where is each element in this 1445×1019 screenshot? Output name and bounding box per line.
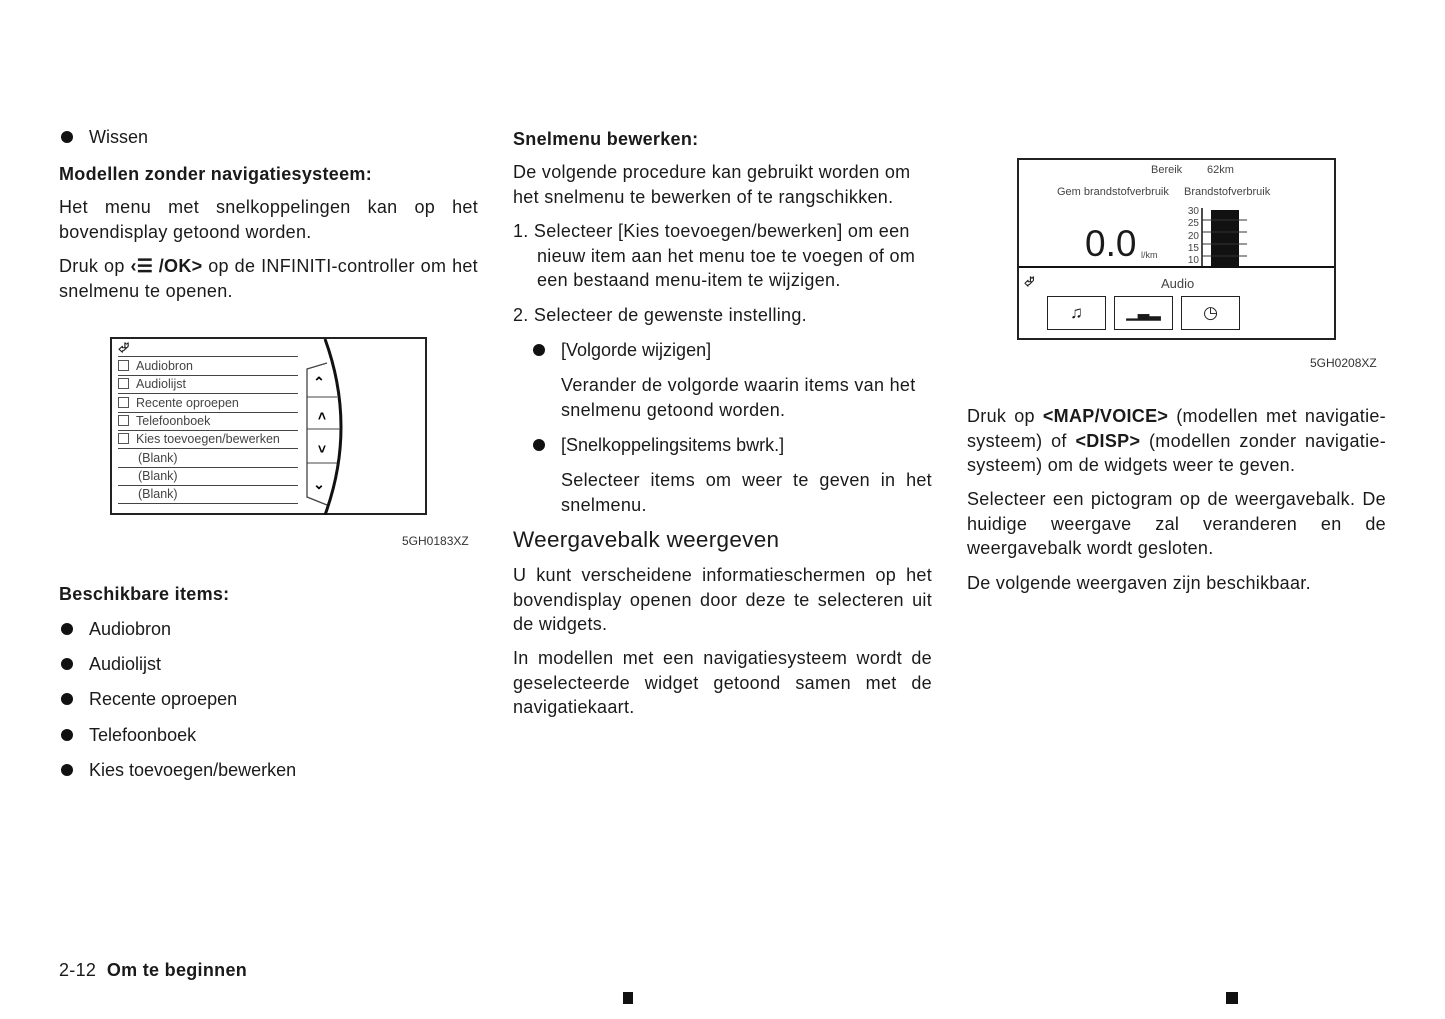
back-icon[interactable]: ⮰: [1024, 274, 1035, 289]
consumption-gauge: [1199, 206, 1249, 268]
menu-row[interactable]: Recente oproepen: [118, 395, 298, 413]
checkbox[interactable]: [118, 360, 129, 371]
page-marker: [1226, 992, 1238, 1004]
consumption-bar: [1211, 210, 1239, 268]
checkbox[interactable]: [118, 433, 129, 444]
scale-tick: 20: [1187, 230, 1199, 242]
para-nav: In modellen met een navigatiesysteem wordt de geselecteerde widget getoond samen met de navigatiekaart.: [513, 648, 932, 717]
figure-quick-menu: [110, 337, 427, 515]
menu-row[interactable]: (Blank): [118, 450, 298, 468]
figure-display-bar: Bereik 62km Gem brandstofverbruik Brandstofverbruik 0.0 l/km 30 25 20 15 10 ⮰ Audio ♫ ▁▃▂ ◷: [1017, 158, 1336, 340]
para-press: Druk op ‹☰ /OK> op de INFINITI-controller om het snelmenu te openen.: [59, 256, 478, 301]
option-order-desc: Verander de volgorde waarin items van het snelmenu getoond worden.: [561, 375, 916, 420]
para-widgets: U kunt verscheidene informatieschermen op het bovendisplay openen door deze te selecteren uit de widgets.: [513, 565, 932, 634]
clock-icon: ◷: [1203, 303, 1218, 322]
option-shortcuts: [Snelkoppelingsitems bwrk.]: [561, 435, 785, 455]
page-up-icon: ⌃: [313, 374, 325, 390]
scale-tick: 30: [1187, 206, 1199, 217]
figure2-caption: 5GH0208XZ: [1310, 356, 1377, 370]
menu-row[interactable]: (Blank): [118, 468, 298, 486]
list-icon: ☰: [136, 256, 153, 276]
scroll-controls[interactable]: [297, 339, 357, 515]
step-1: 1. Selecteer [Kies toevoegen/bewerken] om een nieuw item aan het menu toe te voegen of om een bestaand menu-item te wijzigen.: [513, 221, 916, 290]
music-icon: ♫: [1070, 303, 1083, 322]
scale-tick: 10: [1187, 255, 1199, 267]
page-down-icon: ⌄: [313, 476, 325, 492]
checkbox[interactable]: [118, 415, 129, 426]
heading-available-items: Beschikbare items:: [59, 584, 230, 604]
checkbox[interactable]: [118, 397, 129, 408]
option-shortcuts-desc: Selecteer items om weer te geven in het snelmenu.: [561, 470, 932, 515]
clock-button[interactable]: [1181, 296, 1240, 330]
heading-edit-quick-menu: Snelmenu bewerken:: [513, 129, 699, 149]
scale-tick: 25: [1187, 218, 1199, 230]
back-icon: ⮰: [118, 339, 130, 355]
menu-row[interactable]: Telefoonboek: [118, 413, 298, 431]
heading-no-nav: Modellen zonder navigatiesysteem:: [59, 164, 372, 184]
up-icon: ˄: [317, 408, 327, 424]
scale-tick: 15: [1187, 242, 1199, 254]
section-title: Weergavebalk weergeven: [513, 527, 780, 552]
checkbox[interactable]: [118, 378, 129, 389]
bar-chart-icon: ▁▃▂: [1126, 304, 1161, 321]
para-procedure: De volgende procedure kan gebruikt worden om het snelmenu te bewerken of te rangschikken.: [513, 162, 911, 207]
menu-row[interactable]: Kies toevoegen/bewerken: [118, 431, 298, 449]
para-menu: Het menu met snelkoppelingen kan op het bovendisplay getoond worden.: [59, 197, 478, 242]
avg-value: 0.0: [1085, 223, 1137, 264]
equalizer-button[interactable]: [1114, 296, 1173, 330]
menu-row[interactable]: Audiobron: [118, 358, 298, 376]
menu-row[interactable]: (Blank): [118, 486, 298, 504]
option-order: [Volgorde wijzigen]: [561, 340, 712, 360]
available-item: Recente oproepen: [89, 689, 238, 710]
section-name: Om te beginnen: [106, 960, 248, 980]
available-item: Audiolijst: [89, 654, 162, 675]
available-item: Telefoonboek: [89, 724, 197, 745]
page-number: 2-12: [59, 960, 97, 980]
available-item: Audiobron: [89, 619, 172, 639]
figure1-caption: 5GH0183XZ: [402, 534, 469, 548]
footer: [59, 958, 247, 983]
para-available: De volgende weergaven zijn beschikbaar.: [967, 573, 1311, 593]
step-2: 2. Selecteer de gewenste instelling.: [513, 305, 807, 325]
music-button[interactable]: [1047, 296, 1106, 330]
para-press-map: Druk op <MAP/VOICE> (modellen met navigatie-systeem) of <DISP> (modellen zonder navigatie-systeem) om de widgets weer te geven.: [967, 406, 1387, 475]
down-icon: ˅: [317, 441, 327, 457]
page-marker: [623, 992, 633, 1004]
available-item: Kies toevoegen/bewerken: [89, 759, 297, 780]
menu-row[interactable]: Audiolijst: [118, 376, 298, 394]
para-select-icon: Selecteer een pictogram op de weergavebalk. De huidige weergave zal veranderen en de weergavebalk wordt gesloten.: [967, 489, 1386, 558]
bullet-wissen: Wissen: [89, 127, 149, 147]
